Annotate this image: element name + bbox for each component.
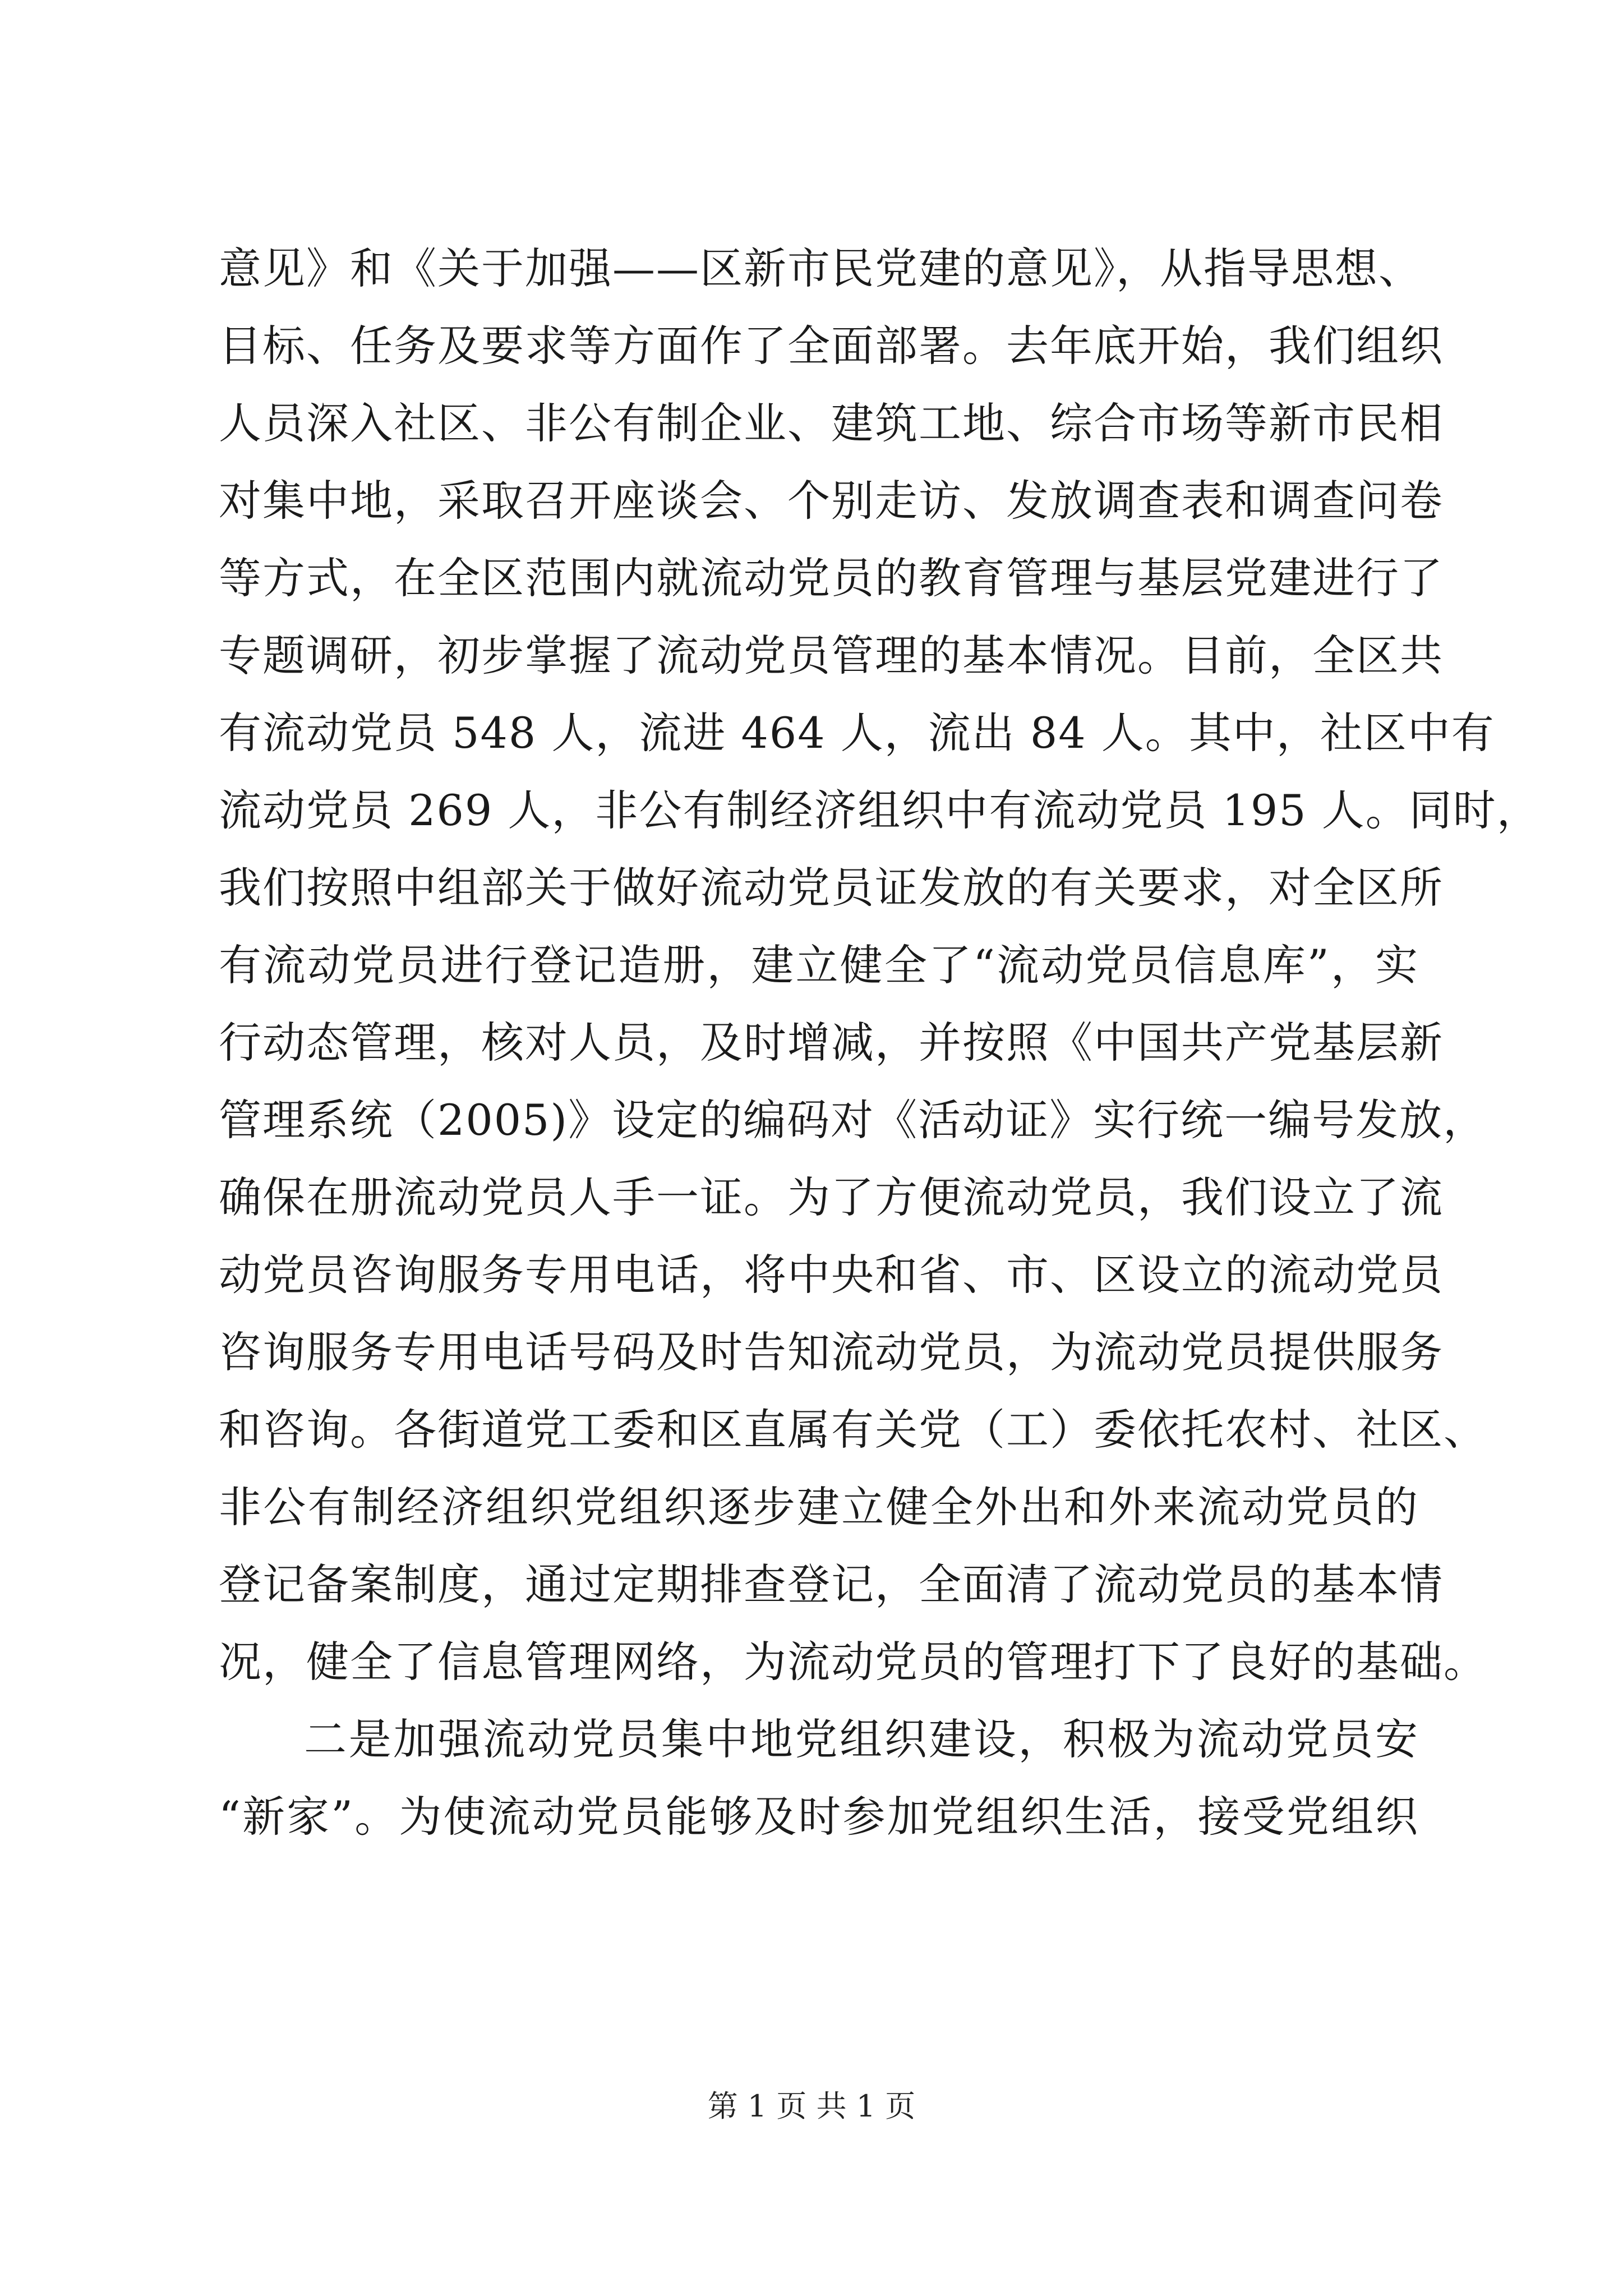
text-line: 和咨询。各街道党工委和区直属有关党（工）委依托农村、社区、 <box>219 1405 1487 1455</box>
text-line: 有流动党员进行登记造册，建立健全了“流动党员信息库”，实 <box>219 940 1419 990</box>
text-line: “新家”。为使流动党员能够及时参加党组织生活，接受党组织 <box>219 1792 1419 1842</box>
text-line: 咨询服务专用电话号码及时告知流动党员，为流动党员提供服务 <box>219 1327 1444 1377</box>
text-line: 目标、任务及要求等方面作了全面部署。去年底开始，我们组织 <box>219 321 1444 371</box>
text-line: 有流动党员 548 人，流进 464 人，流出 84 人。其中，社区中有 <box>219 708 1495 758</box>
text-line: 对集中地，采取召开座谈会、个别走访、发放调查表和调查问卷 <box>219 476 1444 526</box>
body-text <box>219 230 1541 1856</box>
text-line: 等方式，在全区范围内就流动党员的教育管理与基层党建进行了 <box>219 553 1444 603</box>
text-line: 我们按照中组部关于做好流动党员证发放的有关要求，对全区所 <box>219 863 1444 913</box>
text-line: 行动态管理，核对人员，及时增减，并按照《中国共产党基层新 <box>219 1018 1444 1068</box>
text-line: 流动党员 269 人，非公有制经济组织中有流动党员 195 人。同时， <box>219 785 1541 835</box>
paragraph-first-line: 二是加强流动党员集中地党组织建设，积极为流动党员安 <box>304 1714 1419 1764</box>
text-line: 意见》和《关于加强——区新市民党建的意见》，从指导思想、 <box>219 243 1422 293</box>
text-line: 管理系统（2005)》设定的编码对《活动证》实行统一编号发放， <box>219 1095 1487 1145</box>
text-line: 况，健全了信息管理网络，为流动党员的管理打下了良好的基础。 <box>219 1637 1487 1687</box>
text-line: 登记备案制度，通过定期排查登记，全面清了流动党员的基本情 <box>219 1559 1444 1609</box>
text-line: 动党员咨询服务专用电话，将中央和省、市、区设立的流动党员 <box>219 1250 1444 1300</box>
page-footer: 第 1 页 共 1 页 <box>707 2088 916 2124</box>
text-line: 确保在册流动党员人手一证。为了方便流动党员，我们设立了流 <box>219 1172 1444 1222</box>
text-line: 人员深入社区、非公有制企业、建筑工地、综合市场等新市民相 <box>219 398 1444 448</box>
text-line: 专题调研，初步掌握了流动党员管理的基本情况。目前，全区共 <box>219 631 1444 680</box>
text-line: 非公有制经济组织党组织逐步建立健全外出和外来流动党员的 <box>219 1482 1419 1532</box>
